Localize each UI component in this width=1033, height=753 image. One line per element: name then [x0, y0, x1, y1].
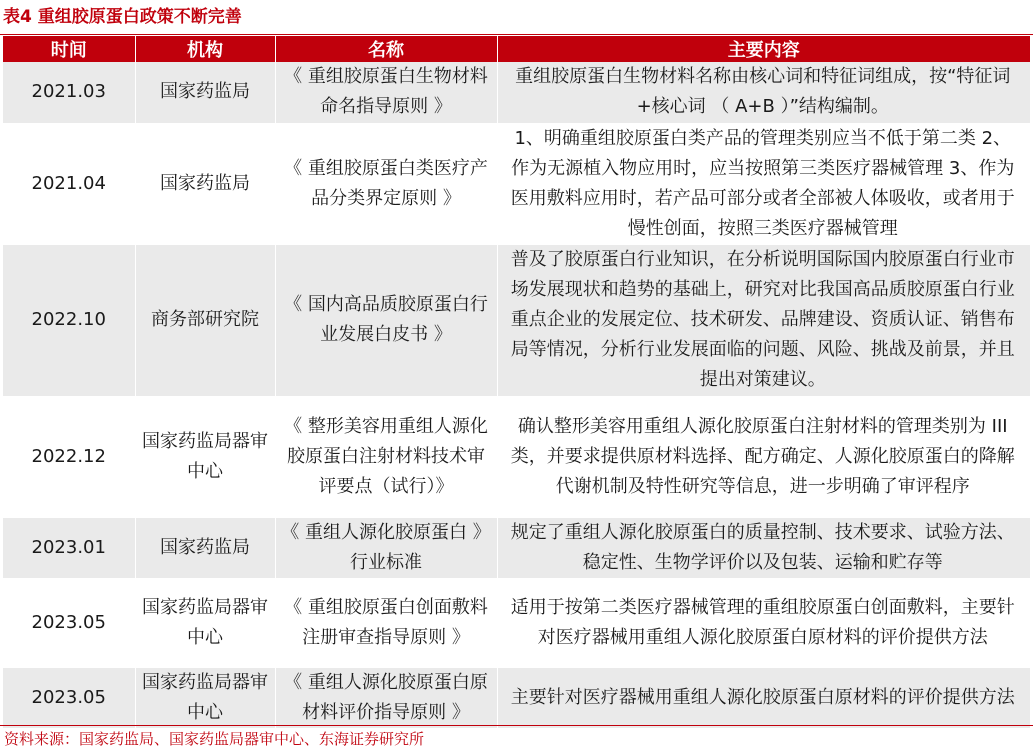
cell-agency: 国家药监局器审中心 — [135, 578, 275, 667]
cell-time: 2022.10 — [3, 244, 135, 396]
table-row — [3, 578, 1030, 667]
cell-content: 适用于按第二类医疗器械管理的重组胶原蛋白创面敷料，主要针对医疗器械用重组人源化胶原蛋白原材料的评价提供方法 — [497, 578, 1030, 667]
cell-content: 1、明确重组胶原蛋白类产品的管理类别应当不低于第二类 2、作为无源植入物应用时，应当按照第三类医疗器械管理 3、作为医用敷料应用时，若产品可部分或者全部被人体吸收，或者用于慢性创面，按照三类医疗器械管理 — [497, 123, 1030, 244]
cell-name: 《 重组人源化胶原蛋白 》 行业标准 — [275, 517, 497, 578]
cell-name: 《 重组人源化胶原蛋白原材料评价指导原则 》 — [275, 667, 497, 728]
cell-agency: 国家药监局器审中心 — [135, 667, 275, 728]
table-header-row — [3, 36, 1030, 62]
table-row — [3, 244, 1030, 396]
cell-name: 《 重组胶原蛋白类医疗产品分类界定原则 》 — [275, 123, 497, 244]
cell-time: 2023.01 — [3, 517, 135, 578]
cell-agency: 国家药监局 — [135, 62, 275, 123]
cell-time: 2022.12 — [3, 396, 135, 517]
source-note: 资料来源：国家药监局、国家药监局器审中心、东海证券研究所 — [4, 730, 425, 748]
cell-name: 《 整形美容用重组人源化胶原蛋白注射材料技术审评要点（试行）》 — [275, 396, 497, 517]
cell-content: 主要针对医疗器械用重组人源化胶原蛋白原材料的评价提供方法 — [497, 667, 1030, 728]
cell-content: 重组胶原蛋白生物材料名称由核心词和特征词组成，按“特征词+核心词 （ A+B ）”结构编制。 — [497, 62, 1030, 123]
cell-time: 2023.05 — [3, 667, 135, 728]
table-row — [3, 667, 1030, 728]
cell-time: 2023.05 — [3, 578, 135, 667]
source-divider — [0, 725, 1033, 726]
cell-content: 普及了胶原蛋白行业知识，在分析说明国际国内胶原蛋白行业市场发展现状和趋势的基础上，研究对比我国高品质胶原蛋白行业重点企业的发展定位、技术研发、品牌建设、资质认证、销售布局等情况，分析行业发展面临的问题、风险、挑战及前景，并且提出对策建议。 — [497, 244, 1030, 396]
cell-name: 《 国内高品质胶原蛋白行业发展白皮书 》 — [275, 244, 497, 396]
header-name: 名称 — [275, 36, 497, 62]
cell-name: 《 重组胶原蛋白生物材料命名指导原则 》 — [275, 62, 497, 123]
header-content: 主要内容 — [497, 36, 1030, 62]
cell-name: 《 重组胶原蛋白创面敷料注册审查指导原则 》 — [275, 578, 497, 667]
title-divider — [0, 34, 1033, 35]
table-row — [3, 62, 1030, 123]
header-agency: 机构 — [135, 36, 275, 62]
cell-content: 规定了重组人源化胶原蛋白的质量控制、技术要求、试验方法、稳定性、生物学评价以及包装、运输和贮存等 — [497, 517, 1030, 578]
table-row — [3, 517, 1030, 578]
cell-agency: 国家药监局器审中心 — [135, 396, 275, 517]
table-row — [3, 123, 1030, 244]
cell-content: 确认整形美容用重组人源化胶原蛋白注射材料的管理类别为 III 类，并要求提供原材料选择、配方确定、人源化胶原蛋白的降解代谢机制及特性研究等信息，进一步明确了审评程序 — [497, 396, 1030, 517]
cell-time: 2021.04 — [3, 123, 135, 244]
header-time: 时间 — [3, 36, 135, 62]
cell-agency: 国家药监局 — [135, 517, 275, 578]
policy-table — [3, 36, 1030, 729]
cell-agency: 商务部研究院 — [135, 244, 275, 396]
cell-agency: 国家药监局 — [135, 123, 275, 244]
table-title: 表4 重组胶原蛋白政策不断完善 — [3, 7, 242, 27]
table-row — [3, 396, 1030, 517]
cell-time: 2021.03 — [3, 62, 135, 123]
